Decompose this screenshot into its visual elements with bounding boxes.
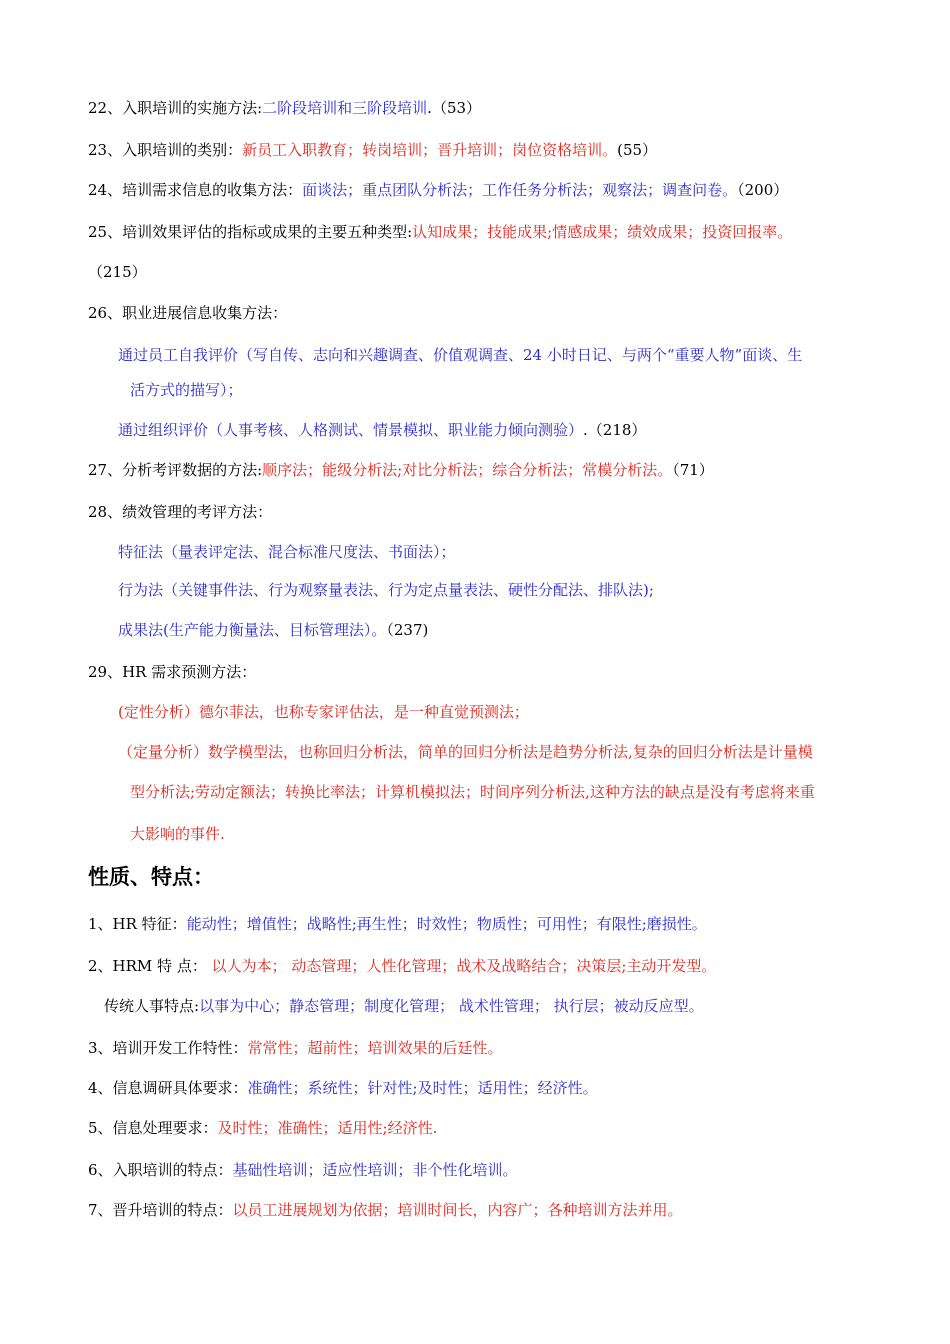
text-segment: 2、HRM 特 点： (88, 957, 212, 975)
text-segment: 通过组织评价（人事考核、人格测试、情景模拟、职业能力倾向测验） (118, 421, 584, 439)
text-segment: 成果法(生产能力衡量法、目标管理法）。 (118, 621, 387, 639)
text-segment: 以员工进展规划为依据；培训时间长，内容广；各种培训方法并用。 (232, 1201, 683, 1219)
text-segment: .（53） (427, 99, 482, 117)
text-segment: 3、培训开发工作特性： (88, 1039, 248, 1057)
text-line (104, 996, 704, 1016)
text-segment: 5、信息处理要求： (88, 1119, 218, 1137)
text-segment: 新员工入职教育；转岗培训；晋升培训；岗位资格培训。 (242, 141, 618, 159)
text-segment: （定量分析）数学模型法，也称回归分析法，简单的回归分析法是趋势分析法,复杂的回归分析法是计量模 (118, 743, 813, 761)
text-segment: 认知成果；技能成果;情感成果；绩效成果；投资回报率。 (412, 223, 793, 241)
text-line (88, 662, 256, 682)
text-line (88, 222, 792, 242)
text-line (118, 345, 802, 365)
text-line (130, 380, 243, 400)
text-line (88, 956, 716, 976)
text-segment: 二阶段培训和三阶段培训 (262, 99, 428, 117)
text-segment: 面谈法；重点团队分析法；工作任务分析法；观察法；调查问卷。 (302, 181, 738, 199)
text-line (88, 1160, 518, 1180)
text-segment: 特征法（量表评定法、混合标准尺度法、书面法）； (118, 543, 456, 561)
text-segment: .（218） (583, 421, 647, 439)
text-segment: 型分析法;劳动定额法；转换比率法；计算机模拟法；时间序列分析法,这种方法的缺点是没有考虑将来重 (130, 783, 815, 801)
section-heading: 性质、特点： (88, 865, 214, 889)
text-segment: 行为法（关键事件法、行为观察量表法、行为定点量表法、硬性分配法、排队法); (118, 581, 654, 599)
text-segment: 29、HR 需求预测方法： (88, 663, 257, 681)
text-line (88, 1038, 503, 1058)
text-segment: 28、绩效管理的考评方法： (88, 503, 273, 521)
text-segment: 以人为本； 动态管理；人性化管理；战术及战略结合；决策层;主动开发型。 (211, 957, 717, 975)
text-segment: 能动性；增值性；战略性;再生性；时效性；物质性；可用性；有限性;磨损性。 (186, 915, 707, 933)
text-segment: 活方式的描写）； (130, 381, 243, 399)
text-line (88, 303, 287, 323)
text-line (118, 542, 456, 562)
text-segment: 27、分析考评数据的方法: (88, 461, 263, 479)
text-line (88, 140, 657, 160)
text-segment: 基础性培训；适应性培训；非个性化培训。 (232, 1161, 518, 1179)
text-line (118, 580, 654, 600)
text-segment: 6、入职培训的特点： (88, 1161, 233, 1179)
text-segment: 1、HR 特征： (88, 915, 187, 933)
text-segment: 准确性；系统性；针对性;及时性；适用性；经济性。 (247, 1079, 598, 1097)
text-line (88, 262, 147, 282)
text-line (88, 502, 272, 522)
text-line (118, 420, 646, 440)
text-line (88, 1200, 683, 1220)
text-segment: 25、培训效果评估的指标或成果的主要五种类型: (88, 223, 413, 241)
text-segment: 及时性；准确性；适用性;经济性. (217, 1119, 438, 1137)
text-segment: （237) (386, 621, 429, 639)
text-segment: （200） (737, 181, 789, 199)
text-segment: (55） (617, 141, 658, 159)
text-line (88, 1118, 437, 1138)
text-line (130, 824, 225, 844)
text-segment: 22、入职培训的实施方法: (88, 99, 263, 117)
text-segment: 4、信息调研具体要求： (88, 1079, 248, 1097)
text-segment: 大影响的事件. (130, 825, 225, 843)
text-line (130, 782, 815, 802)
text-line (118, 742, 813, 762)
text-line (88, 180, 788, 200)
text-segment: 传统人事特点: (104, 997, 200, 1015)
text-line (88, 914, 707, 934)
text-segment: 7、晋升培训的特点： (88, 1201, 233, 1219)
text-segment: 常常性；超前性；培训效果的后廷性。 (247, 1039, 503, 1057)
text-segment: 顺序法；能级分析法;对比分析法；综合分析法；常模分析法。 (262, 461, 673, 479)
text-segment: 以事为中心；静态管理；制度化管理； 战术性管理； 执行层；被动反应型。 (199, 997, 704, 1015)
text-segment: （71） (672, 461, 714, 479)
text-segment: 通过员工自我评价（写自传、志向和兴趣调查、价值观调查、24 小时日记、与两个“重要人物”面谈、生 (118, 346, 803, 364)
text-line (88, 460, 714, 480)
text-segment: 24、培训需求信息的收集方法： (88, 181, 303, 199)
text-line (88, 98, 481, 118)
text-segment: (定性分析）德尔菲法，也称专家评估法，是一种直觉预测法； (118, 703, 529, 721)
text-line (118, 620, 428, 640)
text-segment: 26、职业进展信息收集方法： (88, 304, 288, 322)
text-line (88, 1078, 598, 1098)
text-segment: （215） (88, 263, 147, 281)
text-line (118, 702, 529, 722)
text-segment: 23、入职培训的类别： (88, 141, 243, 159)
